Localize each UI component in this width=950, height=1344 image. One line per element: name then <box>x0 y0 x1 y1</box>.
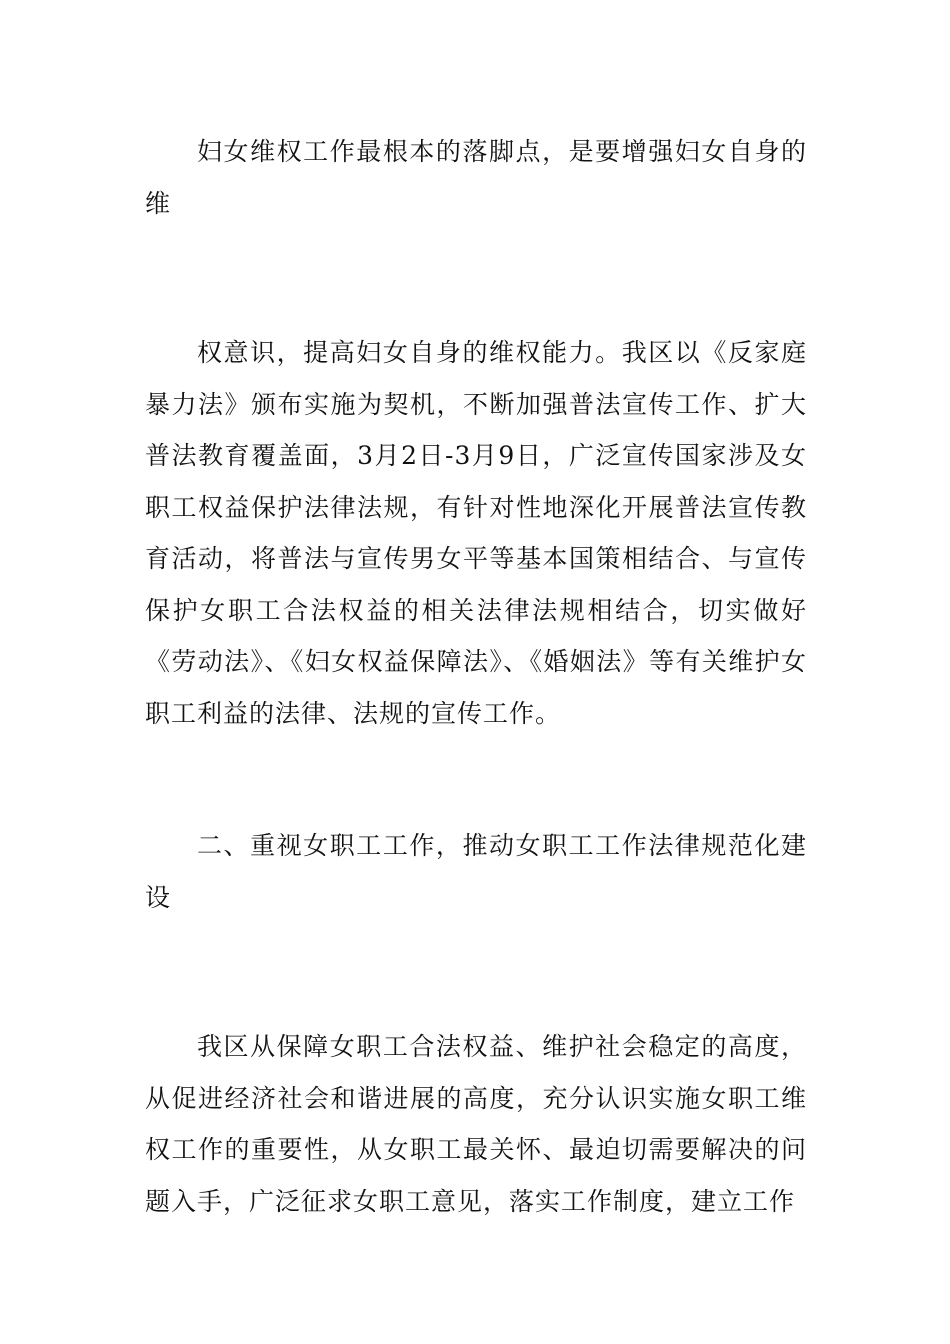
paragraph-legal-publicity: 权意识，提高妇女自身的维权能力。我区以《反家庭暴力法》颁布实施为契机，不断加强普法宣传工作、扩大普法教育覆盖面，3月2日-3月9日，广泛宣传国家涉及女职工权益保护法律法规，有针对性地深化开展普法宣传教育活动，将普法与宣传男女平等基本国策相结合、与宣传保护女职工合法权益的相关法律法规相结合，切实做好《劳动法》、《妇女权益保障法》、《婚姻法》等有关维护女职工利益的法律、法规的宣传工作。 <box>145 338 807 728</box>
section-heading-two: 二、重视女职工工作，推动女职工工作法律规范化建设 <box>145 831 807 912</box>
paragraph-district-measures: 我区从保障女职工合法权益、维护社会稳定的高度，从促进经济社会和谐进展的高度，充分认识实施女职工维权工作的重要性，从女职工最关怀、最迫切需要解决的问题入手，广泛征求女职工意见，落实工作制度，建立工作 <box>145 1032 807 1216</box>
paragraph-rights-foundation: 妇女维权工作最根本的落脚点，是要增强妇女自身的维 <box>145 137 807 218</box>
